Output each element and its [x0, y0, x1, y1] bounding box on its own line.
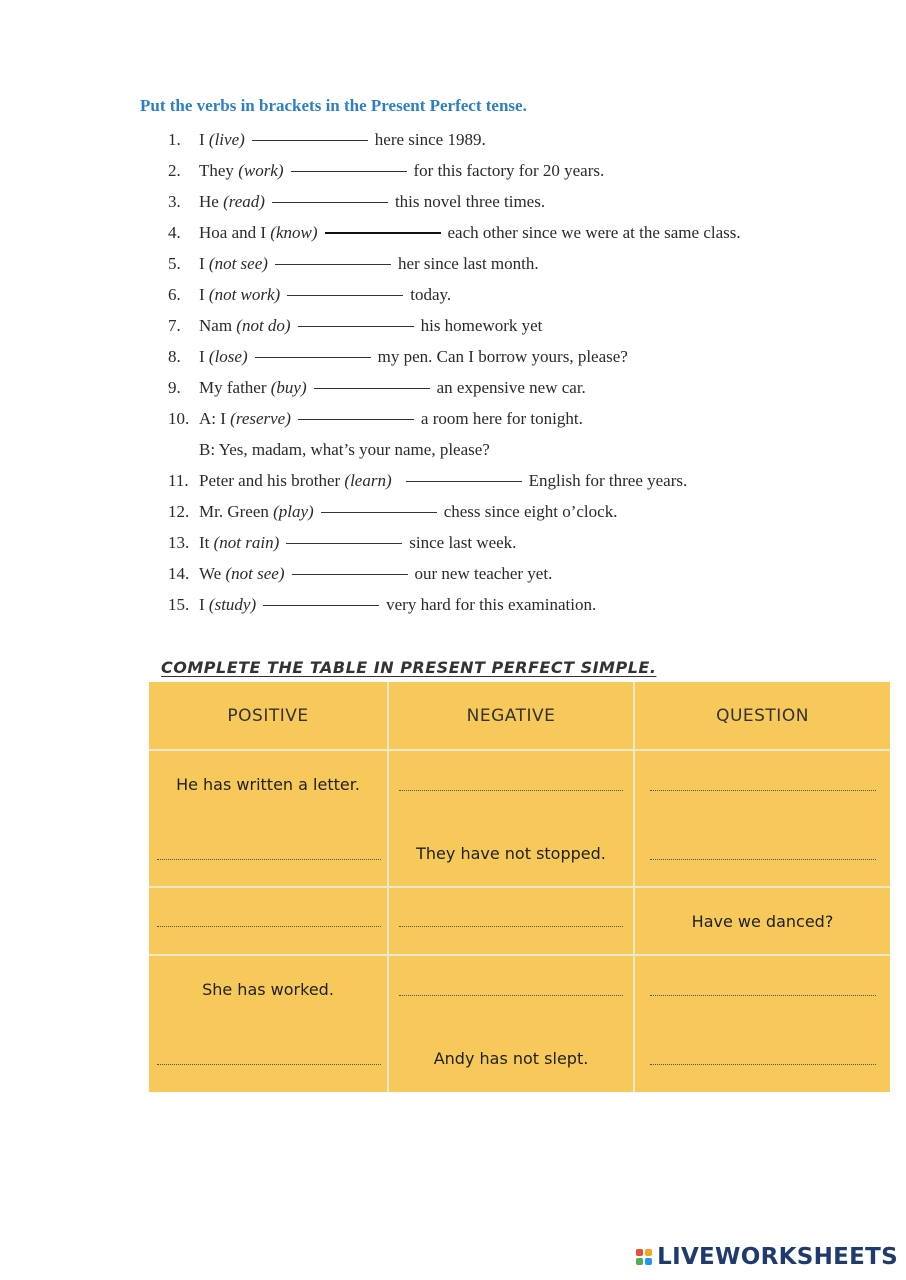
item-rest: very hard for this examination. [386, 595, 597, 614]
answer-blank[interactable] [255, 356, 371, 358]
exercise-item-6 [168, 279, 868, 310]
answer-dotted-line[interactable] [399, 790, 623, 791]
item-rest: his homework yet [420, 316, 543, 335]
item-number: 8. [168, 347, 181, 366]
item-rest: for this factory for 20 years. [413, 161, 605, 180]
item-rest: this novel three times. [394, 192, 546, 211]
item-number: 12. [168, 502, 190, 521]
item-verb: (work) [238, 161, 284, 180]
answer-blank[interactable] [252, 139, 368, 141]
answer-blank[interactable] [325, 231, 441, 234]
answer-blank[interactable] [287, 294, 403, 296]
item-subject: Peter and his brother [199, 471, 345, 490]
item-verb: (not rain) [213, 533, 280, 552]
answer-blank[interactable] [314, 387, 430, 389]
cell-negative-2: They have not stopped. [416, 843, 606, 863]
item-verb: (read) [223, 192, 265, 211]
exercise-item-9 [168, 372, 868, 403]
item-subject: I [199, 595, 209, 614]
answer-blank[interactable] [272, 201, 388, 203]
answer-dotted-line[interactable] [157, 1064, 381, 1065]
logo-icon [636, 1249, 652, 1265]
answer-blank[interactable] [263, 604, 379, 606]
item-rest: each other since we were at the same class. [447, 223, 741, 242]
item-subject: Hoa and I [199, 223, 271, 242]
cell-positive-4: She has worked. [202, 979, 334, 999]
exercise-item-1 [168, 124, 868, 155]
answer-blank[interactable] [321, 511, 437, 513]
item-rest: her since last month. [397, 254, 539, 273]
answer-blank[interactable] [292, 573, 408, 575]
answer-dotted-line[interactable] [157, 859, 381, 860]
item-rest: our new teacher yet. [414, 564, 553, 583]
answer-blank[interactable] [406, 480, 522, 482]
item-verb: (not see) [225, 564, 285, 583]
answer-blank[interactable] [298, 418, 414, 420]
item-number: 15. [168, 595, 190, 614]
item-number: 10. [168, 409, 190, 428]
item-verb: (live) [208, 130, 245, 149]
item-verb: (not see) [208, 254, 268, 273]
item-subject: Mr. Green [199, 502, 274, 521]
exercise-item-8 [168, 341, 868, 372]
item-subject: I [199, 130, 209, 149]
exercise-item-4 [168, 217, 868, 248]
table-title: COMPLETE THE TABLE IN PRESENT PERFECT SIMPLE. [161, 658, 657, 677]
item-number: 3. [168, 192, 181, 211]
answer-dotted-line[interactable] [399, 995, 623, 996]
tense-table [149, 682, 890, 1092]
item-number: 9. [168, 378, 181, 397]
item-verb: (lose) [208, 347, 248, 366]
item-verb: (learn) [344, 471, 392, 490]
item-subject: I [199, 285, 209, 304]
answer-blank[interactable] [275, 263, 391, 265]
item-number: 13. [168, 533, 190, 552]
answer-dotted-line[interactable] [650, 790, 876, 791]
cell-question-3: Have we danced? [691, 911, 834, 931]
item-number: 2. [168, 161, 181, 180]
exercise-item-15 [168, 589, 868, 620]
answer-dotted-line[interactable] [157, 926, 381, 927]
answer-blank[interactable] [286, 542, 402, 544]
answer-dotted-line[interactable] [399, 926, 623, 927]
item-rest: a room here for tonight. [420, 409, 583, 428]
item-subject: A: I [199, 409, 231, 428]
item-subject: He [199, 192, 224, 211]
item-subject: My father [199, 378, 271, 397]
header-positive: POSITIVE [227, 705, 309, 726]
item-subject: I [199, 347, 209, 366]
item-number: 6. [168, 285, 181, 304]
item-number: 11. [168, 471, 189, 490]
item-number: 5. [168, 254, 181, 273]
item-subject: They [199, 161, 239, 180]
exercise-item-2 [168, 155, 868, 186]
exercise-item-3 [168, 186, 868, 217]
item-rest: here since 1989. [374, 130, 486, 149]
answer-dotted-line[interactable] [650, 859, 876, 860]
item-verb: (study) [208, 595, 257, 614]
item-verb: (play) [273, 502, 314, 521]
item-rest: chess since eight o’clock. [443, 502, 618, 521]
item-subject: We [199, 564, 226, 583]
item-number: 14. [168, 564, 190, 583]
item-rest: today. [410, 285, 452, 304]
item-rest: my pen. Can I borrow yours, please? [377, 347, 628, 366]
item-subject: Nam [199, 316, 237, 335]
item-verb: (not work) [208, 285, 281, 304]
item-verb: (know) [270, 223, 318, 242]
exercise-item-13 [168, 527, 868, 558]
item-number: 1. [168, 130, 181, 149]
exercise-item-5 [168, 248, 868, 279]
exercise-heading: Put the verbs in brackets in the Present Perfect tense. [140, 96, 527, 115]
exercise-item-10-reply [168, 434, 868, 465]
cell-positive-1: He has written a letter. [176, 774, 360, 794]
item-number: 7. [168, 316, 181, 335]
header-question: QUESTION [716, 705, 809, 726]
item-rest: since last week. [409, 533, 517, 552]
item-rest: an expensive new car. [436, 378, 586, 397]
answer-blank[interactable] [298, 325, 414, 327]
item-number: 4. [168, 223, 181, 242]
item-verb: (reserve) [230, 409, 291, 428]
answer-dotted-line[interactable] [650, 1064, 876, 1065]
cell-negative-5: Andy has not slept. [433, 1048, 589, 1068]
exercise-item-10 [168, 403, 868, 434]
exercise-item-14 [168, 558, 868, 589]
exercise-item-12 [168, 496, 868, 527]
item-verb: (buy) [270, 378, 307, 397]
exercise-list [168, 124, 868, 620]
answer-blank[interactable] [291, 170, 407, 172]
item-rest: English for three years. [528, 471, 688, 490]
logo-text: LIVEWORKSHEETS [657, 1244, 898, 1270]
answer-dotted-line[interactable] [650, 995, 876, 996]
header-negative: NEGATIVE [466, 705, 556, 726]
item-subject: I [199, 254, 209, 273]
exercise-item-11 [168, 465, 868, 496]
item-subject: It [199, 533, 214, 552]
liveworksheets-logo [636, 1244, 898, 1270]
exercise-item-7 [168, 310, 868, 341]
item-reply-text: B: Yes, madam, what’s your name, please? [199, 440, 490, 459]
item-verb: (not do) [236, 316, 291, 335]
